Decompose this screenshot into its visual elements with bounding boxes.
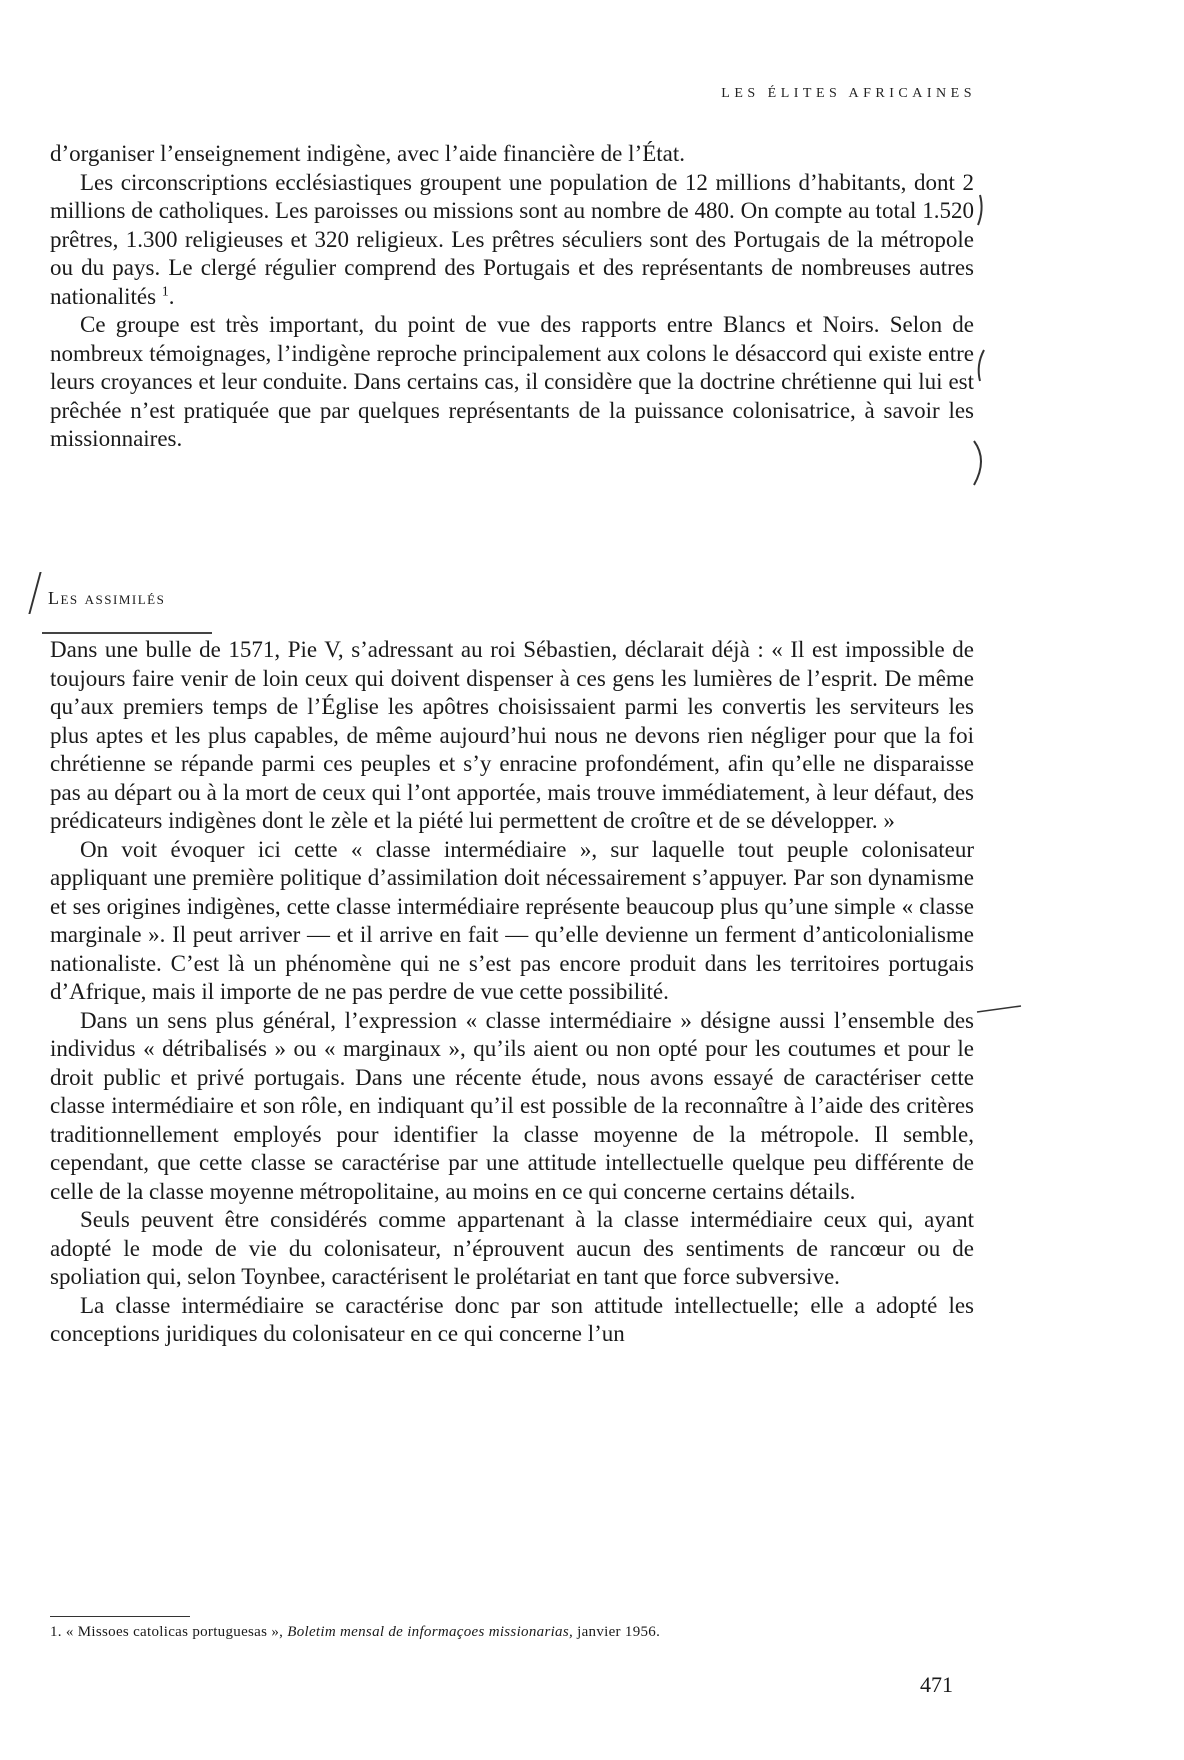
paragraph-text: Les circonscriptions ecclésiastiques groupent une population de 12 millions d’habitants, dont 2 millions de catholiques. Les paroisses ou missions sont au nombre de 480. On compte au total 1.520 prêtres, 1.300 religieuses et 320 religieux. Les prêtres séculiers sont des Portugais de la métropole ou du pays. Le clergé régulier comprend des Portugais et des représentants de nombreuses autres nationalités <box>50 169 974 309</box>
paragraph: Dans un sens plus général, l’expression « classe intermédiaire » désigne aussi l’ensemble des individus « détribalisés » ou « marginaux », qu’ils aient ou non opté pour les coutumes et pour le droit public et privé portugais. Dans une récente étude, nous avons essayé de caractériser cette classe intermédiaire et son rôle, en indiquant qu’il est possible de la reconnaître à l’aide des critères traditionnellement employés pour identifier la classe moyenne de la métropole. Il semble, cependant, que cette classe se caractérise par une attitude intellectuelle quelque peu différente de celle de la classe moyenne métropolitaine, au moins en ce qui concerne certains détails. <box>50 1007 974 1204</box>
paragraph: Seuls peuvent être considérés comme appartenant à la classe intermédiaire ceux qui, ayant adopté le mode de vie du colonisateur, n’éprouvent aucun des sentiments de rancœur ou de spoliation qui, selon Toynbee, caractérisent le prolétariat en tant que force subversive. <box>50 1207 974 1289</box>
running-title: LES ÉLITES AFRICAINES <box>721 86 976 101</box>
page-number: 471 <box>920 1672 953 1697</box>
footnote <box>50 1624 950 1641</box>
main-text-block <box>50 636 974 1349</box>
footnote-ref[interactable]: 1 <box>161 283 169 299</box>
pen-arrow-mark <box>975 1000 1025 1020</box>
footnote-title: « Missoes catolicas portuguesas », <box>65 1624 284 1640</box>
top-text-block <box>50 140 974 454</box>
paragraph: La classe intermédiaire se caractérise donc par son attitude intellectuelle; elle a adopté les conceptions juridiques du colonisateur en ce qui concerne l’un <box>50 1292 974 1346</box>
footnote-journal: Boletim mensal de informaçoes missionarias, <box>287 1624 574 1640</box>
footnote-rule <box>50 1616 190 1617</box>
paragraph: d’organiser l’enseignement indigène, avec l’aide financière de l’État. <box>50 141 685 166</box>
footnote-number: 1. <box>50 1624 62 1640</box>
paragraph-with-footnote <box>50 169 974 312</box>
pen-underline-mark <box>42 632 212 634</box>
paragraph: Dans une bulle de 1571, Pie V, s’adressant au roi Sébastien, déclarait déjà : « Il est impossible de toujours faire venir de loin ceux qui doivent dispenser à ces gens les lumières de l’esprit. De même qu’aux premiers temps de l’Église les apôtres choisissaient parmi les convertis les serviteurs les plus aptes et les plus capables, de même aujourd’hui nous ne devons rien négliger pour que la foi chrétienne se répande parmi ces peuples et s’y enracine profondément, afin qu’elle ne disparaisse pas au départ ou à la mort de ceux qui l’ont apportée, mais trouve immédiatement, à leur défaut, des prédicateurs indigènes dont le zèle et la piété lui permettent de croître et de se développer. » <box>50 637 974 833</box>
footnote-ref-period: . <box>168 283 175 309</box>
paragraph: On voit évoquer ici cette « classe intermédiaire », sur laquelle tout peuple colonisateur appliquant une première politique d’assimilation doit nécessairement s’appuyer. Par son dynamisme et ses origines indigènes, cette classe intermédiaire représente beaucoup plus qu’une simple « classe marginale ». Il peut arriver — et il arrive en fait — qu’elle devienne un ferment d’anticolonialisme nationaliste. C’est là un phénomène qui ne s’est pas encore produit dans les territoires portugais d’Afrique, mais il importe de ne pas perdre de vue cette possibilité. <box>50 836 974 1004</box>
footnote-date: janvier 1956. <box>577 1624 661 1640</box>
section-title: Les assimilés <box>48 588 166 608</box>
running-header <box>596 86 976 102</box>
paragraph: Ce groupe est très important, du point de vue des rapports entre Blancs et Noirs. Selon de nombreux témoignages, l’indigène reproche principalement aux colons le désaccord qui existe entre leurs croyances et leur conduite. Dans certains cas, il considère que la doctrine chrétienne qui lui est prêchée n’est pratiquée que par quelques représentants de la puissance colonisatrice, à savoir les missionnaires. <box>50 312 974 451</box>
